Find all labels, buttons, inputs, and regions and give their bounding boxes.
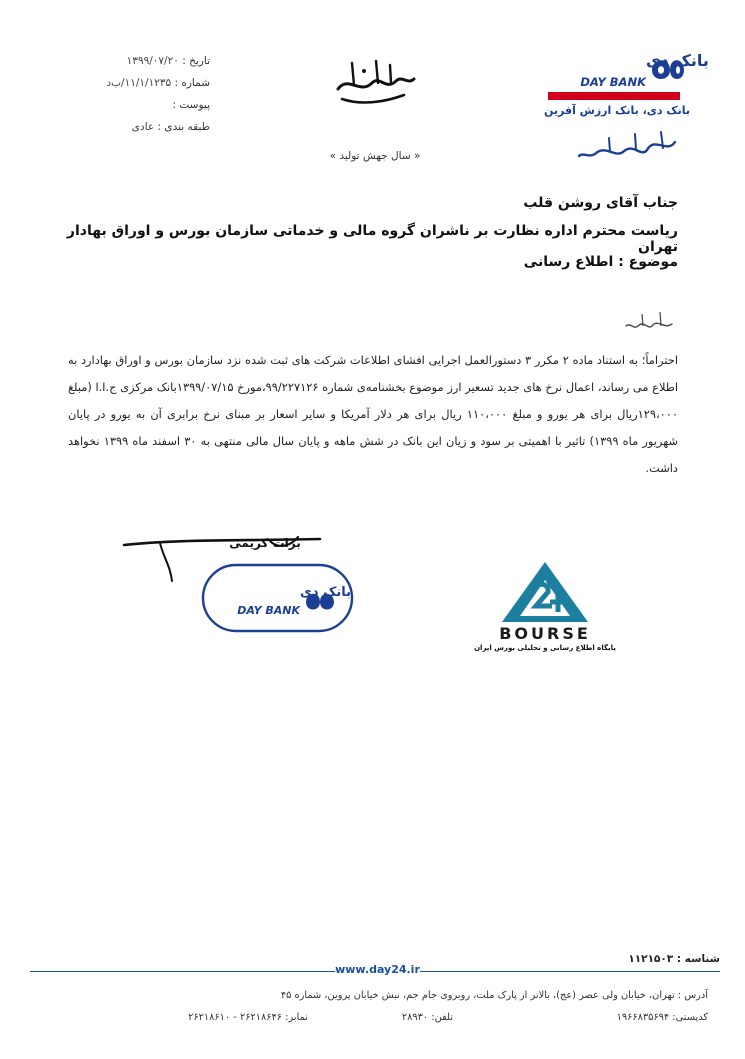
bank-name-fa: بانک دی (646, 51, 709, 70)
bourse-caption: پایگاه اطلاع رسانی و تحلیلی بورس ایران (474, 644, 616, 652)
footer-divider-right (420, 971, 720, 972)
ceo-signature (575, 128, 685, 166)
postal-code: کدپستی: ۱۹۶۶۸۳۵۶۹۴ (616, 1012, 708, 1023)
stamp-name-fa: بانک دی (300, 585, 352, 600)
registration-value: ۱۱۲۱۵۰۳ (628, 953, 674, 965)
date-row (60, 50, 210, 72)
bourse-wordmark: BOURSE (499, 624, 591, 643)
bank-slogan: بانک دی، بانک ارزش آفرین (544, 104, 690, 117)
subject-line: موضوع : اطلاع رسانی (523, 254, 678, 270)
addressee-title: ریاست محترم اداره نظارت بر ناشران گروه مالی و خدماتی سازمان بورس و اوراق بهادار تهران (66, 223, 678, 255)
attachment-label: پیوست : (172, 99, 210, 111)
contact-row (60, 1012, 708, 1028)
year-slogan: « سال جهش تولید » (329, 150, 421, 162)
attachment-row (60, 94, 210, 116)
addressee: جناب آقای روشن قلب (523, 195, 678, 211)
salutation-handwritten (560, 308, 678, 336)
classification-label: طبقه بندی : (157, 121, 210, 133)
stamp-name-en: DAY BANK (237, 604, 300, 617)
phone-number: تلفن: ۲۸۹۳۰ (401, 1012, 453, 1023)
number-row (60, 72, 210, 94)
date-value: ۱۳۹۹/۰۷/۲۰ (126, 55, 179, 67)
date-label: تاریخ : (182, 55, 210, 67)
classification-value: عادی (131, 121, 155, 133)
number-label: شماره : (174, 77, 210, 89)
letter-body: احتراماً؛ به استناد ماده ۲ مکرر ۳ دستورالعمل اجرایی افشای اطلاعات شرکت های ثبت شده نزد سازمان بورس و اوراق بهادارد به اطلاع می رساند، اعمال نرخ های جدید تسعیر ارز موضوع بخشنامه‌ی شماره ۹۹/۲۲۷۱۲۶،مورخ ۱۳۹۹/۰۷/۱۵بانک مرکزی ج.ا.ا (مبلغ ۱۲۹،۰۰۰ریال برای هر یورو و مبلغ ۱۱۰،۰۰۰ ریال برای هر دلار آمریکا و سایر اسعار بر مبنای نرخ برابری آن به یورو در پایان شهریور ماه ۱۳۹۹) تاثیر با اهمیتی بر سود و زیان این بانک در شش ماهه و پایان سال مالی منتهی به ۳۰ اسفند ماه ۱۳۹۹ نخواهد داشت. (68, 353, 678, 475)
bismillah-calligraphy (330, 55, 420, 110)
number-value: ۱۱/۱/۱۲۳۵/ب‌د (106, 77, 172, 89)
bank-name-en: DAY BANK (580, 75, 646, 89)
footer-divider-left (30, 971, 335, 972)
bank-stamp (200, 562, 355, 634)
registration-id (560, 953, 720, 965)
bourse-logo-icon (500, 560, 590, 624)
letter-meta (60, 50, 210, 138)
classification-row (60, 116, 210, 138)
signatory-name: برات کریمی (229, 536, 301, 550)
registration-label: شناسه : (676, 953, 720, 965)
website-link[interactable]: www.day24.ir (335, 963, 420, 976)
brand-red-bar (548, 92, 680, 100)
postal-address: آدرس : تهران، خیابان ولی عصر (عج)، بالاتر از پارک ملت، روبروی جام جم، نبش خیابان پروین، شماره ۴۵ (280, 990, 708, 1001)
fax-number: نمابر: ۲۶۲۱۸۶۴۶ - ۲۶۲۱۸۶۱۰ (188, 1012, 308, 1023)
